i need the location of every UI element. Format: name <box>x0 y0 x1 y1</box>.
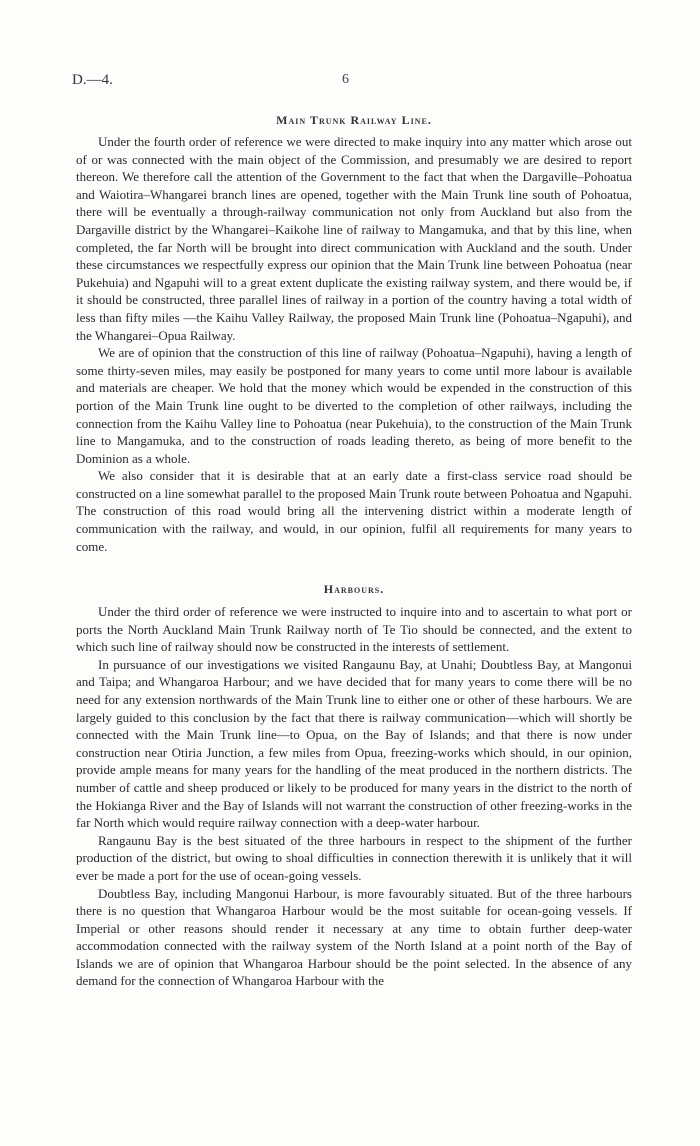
paragraph: Under the fourth order of reference we were directed to make inquiry into any matter which arose out of or was connected with the main object of the Commission, and presumably we are desired to report thereon. We therefore call the attention of the Government to the fact that when the Dargaville–Pohoatua and Waiotira–Whangarei branch lines are opened, together with the Main Trunk line south of Pohoatua, there will be eventually a through-railway communication not only from Auckland but also from the Dargaville district by the Whangarei–Kaikohe line of railway to Mangamuka, and that by this line, when completed, the far North will be brought into direct communication with Auckland and the south. Under these circumstances we respectfully express our opinion that the Main Trunk line between Pohoatua (near Pukehuia) and Ngapuhi will to a great extent duplicate the existing railway system, and there would be, if it should be constructed, three parallel lines of railway in a portion of the country having a total width of less than fifty miles —the Kaihu Valley Railway, the proposed Main Trunk line (Pohoatua–Ngapuhi), and the Whangarei–Opua Railway. <box>76 134 632 343</box>
paragraph: We also consider that it is desirable that at an early date a first-class service road should be constructed on a line somewhat parallel to the proposed Main Trunk route between Pohoatua and Ngapuhi. The construction of this road would bring all the intervening district within a moderate length of communication with the railway, and would, in our opinion, fulfil all requirements for many years to come. <box>76 468 632 554</box>
paragraph: Doubtless Bay, including Mangonui Harbour, is more favourably situated. But of the three harbours there is no question that Whangaroa Harbour would be the most suitable for ocean-going vessels. If Imperial or other reasons should render it necessary at any time to obtain further deep-water accommodation connected with the railway system of the North Island at a point north of the Bay of Islands we are of opinion that Whangaroa Harbour should be the point selected. In the absence of any demand for the connection of Whangaroa Harbour with the <box>76 885 632 989</box>
section-harbours <box>76 582 632 990</box>
paragraph: We are of opinion that the construction of this line of railway (Pohoatua–Ngapuhi), having a length of some thirty-seven miles, may easily be postponed for many years to come until more labour is available and materials are cheaper. We hold that the money which would be expended in the construction of this portion of the Main Trunk line ought to be diverted to the completion of other railways, including the connection from the Kaihu Valley line to Pohoatua (near Pukehuia), to the construction of the Main Trunk line to Mangamuka, and to the construction of roads leading thereto, as being of more benefit to the Dominion as a whole. <box>76 345 632 466</box>
section-body <box>76 133 632 555</box>
section-body <box>76 603 632 990</box>
page-header <box>72 72 632 92</box>
document-reference: D.—4. <box>72 72 113 88</box>
page-number: 6 <box>342 72 349 87</box>
paragraph: Under the third order of reference we were instructed to inquire into and to ascertain to what port or ports the North Auckland Main Trunk Railway north of Te Tio should be connected, and the extent to which such line of railway should now be constructed in the interests of settlement. <box>76 604 632 655</box>
paragraph: In pursuance of our investigations we visited Rangaunu Bay, at Unahi; Doubtless Bay, at Mangonui and Taipa; and Whangaroa Harbour; and we have decided that for many years to come there will be no need for any extension northwards of the Main Trunk line to either one or other of these harbours. We are largely guided to this conclusion by the fact that there is railway communication—which will shortly be connected with the Main Trunk line—to Opua, on the Bay of Islands; and that there is now under construction near Otiria Junction, a few miles from Opua, freezing-works which should, in our opinion, provide ample means for many years for the handling of the meat produced in the northern districts. The number of cattle and sheep produced or likely to be produced for many years in the district to the north of the Hokianga River and the Bay of Islands will not warrant the construction of other freezing-works in the far North which would require railway connection with a deep-water harbour. <box>76 656 632 831</box>
paragraph: Rangaunu Bay is the best situated of the three harbours in respect to the shipment of the further production of the district, but owing to shoal difficulties in connection therewith it is unlikely that it will ever be made a port for the use of ocean-going vessels. <box>76 832 632 883</box>
section-heading: Main Trunk Railway Line. <box>276 113 432 127</box>
section-main-trunk-railway <box>76 113 632 555</box>
section-heading: Harbours. <box>323 582 385 596</box>
